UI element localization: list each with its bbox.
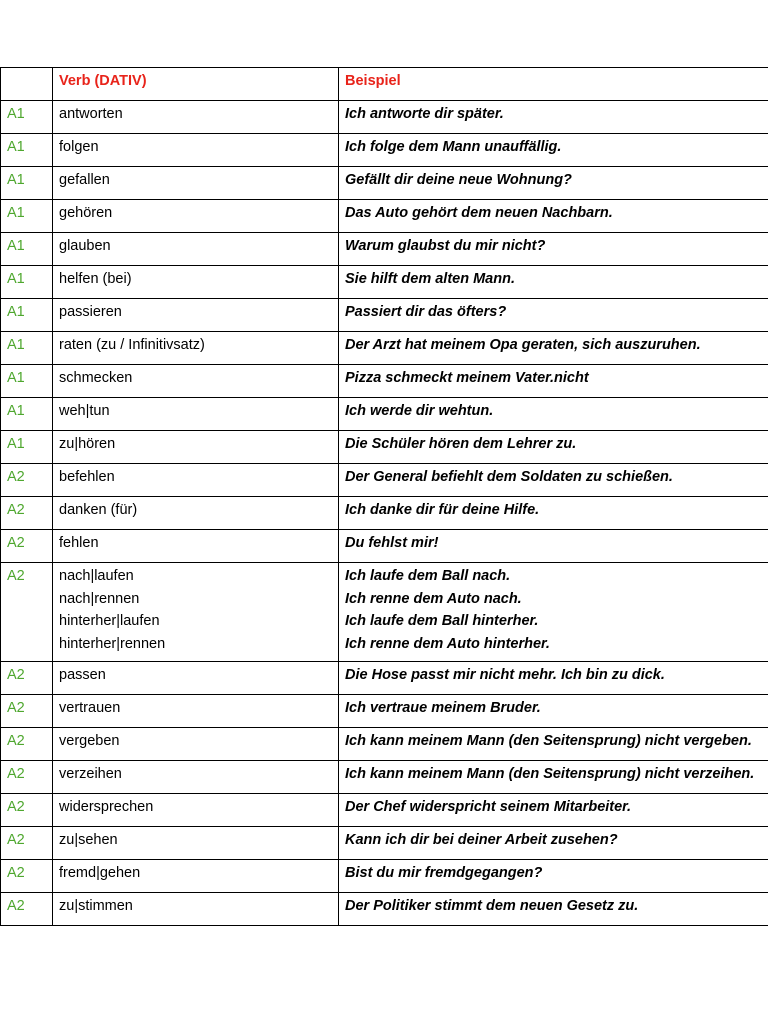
verb-text: zu|sehen [59,832,118,848]
level-cell: A1 [1,431,53,464]
example-cell [339,530,768,563]
level-cell: A2 [1,464,53,497]
level-cell: A2 [1,695,53,728]
example-cell [339,134,768,167]
verb-text: gefallen [59,172,110,188]
verb-text: weh|tun [59,403,110,419]
verb-text: fehlen [59,535,99,551]
verb-cell [53,827,339,860]
level-cell: A1 [1,266,53,299]
verb-text: antworten [59,106,123,122]
level-cell: A2 [1,563,53,662]
table-header-row [1,68,768,101]
example-cell [339,200,768,233]
verb-text: nach|rennen [59,590,140,607]
example-sentence: Ich kann meinem Mann (den Seitensprung) nicht verzeihen. [345,766,755,782]
level-cell: A1 [1,332,53,365]
table-row [1,794,768,827]
example-sentence: Die Hose passt mir nicht mehr. Ich bin zu dick. [345,667,665,683]
verb-table [0,67,768,926]
example-sentence: Ich antworte dir später. [345,106,504,122]
table-row [1,530,768,563]
table-row [1,662,768,695]
example-sentence: Pizza schmeckt meinem Vater.nicht [345,370,589,386]
example-sentence: Ich laufe dem Ball hinterher. [345,613,539,629]
example-cell [339,299,768,332]
verb-cell [53,695,339,728]
level-cell: A1 [1,233,53,266]
level-cell: A1 [1,299,53,332]
table-row [1,728,768,761]
level-cell: A1 [1,200,53,233]
example-sentence: Ich vertraue meinem Bruder. [345,700,541,716]
table-row [1,233,768,266]
example-cell [339,398,768,431]
table-row [1,860,768,893]
level-cell: A2 [1,893,53,926]
verb-text: vergeben [59,733,120,749]
verb-text: hinterher|laufen [59,613,160,629]
example-cell [339,101,768,134]
verb-cell [53,794,339,827]
example-sentence: Du fehlst mir! [345,535,439,551]
example-sentence: Ich werde dir wehtun. [345,403,494,419]
verb-text: zu|stimmen [59,898,133,914]
verb-text: raten (zu / Infinitivsatz) [59,337,205,353]
example-cell [339,662,768,695]
level-cell: A1 [1,101,53,134]
level-cell: A2 [1,794,53,827]
example-sentence: Warum glaubst du mir nicht? [345,238,546,254]
verb-cell [53,530,339,563]
verb-text: hinterher|rennen [59,635,166,652]
verb-text: passieren [59,304,122,320]
verb-cell [53,563,339,662]
table-row [1,332,768,365]
table-row [1,134,768,167]
table-row [1,167,768,200]
example-cell [339,233,768,266]
level-cell: A2 [1,497,53,530]
table-row [1,365,768,398]
verb-text: widersprechen [59,799,154,815]
verb-table-body [1,68,768,926]
example-cell [339,728,768,761]
table-row [1,827,768,860]
example-sentence: Sie hilft dem alten Mann. [345,271,515,287]
example-sentence: Ich renne dem Auto nach. [345,590,522,607]
verb-cell [53,200,339,233]
header-example-cell: Beispiel [339,68,768,101]
verb-text: nach|laufen [59,568,134,584]
table-row [1,299,768,332]
verb-cell [53,299,339,332]
example-sentence: Passiert dir das öfters? [345,304,507,320]
level-cell: A2 [1,662,53,695]
verb-cell [53,167,339,200]
example-sentence: Der General befiehlt dem Soldaten zu schießen. [345,469,673,485]
verb-cell [53,332,339,365]
table-row [1,761,768,794]
verb-cell [53,134,339,167]
level-cell: A2 [1,530,53,563]
table-row [1,893,768,926]
verb-text: gehören [59,205,113,221]
level-cell: A2 [1,728,53,761]
level-cell: A1 [1,134,53,167]
example-cell [339,794,768,827]
verb-cell [53,365,339,398]
example-sentence: Ich folge dem Mann unauffällig. [345,139,562,155]
example-cell [339,497,768,530]
table-row [1,563,768,662]
header-verb-cell: Verb (DATIV) [53,68,339,101]
verb-cell [53,464,339,497]
table-row [1,695,768,728]
level-cell: A1 [1,398,53,431]
table-row [1,266,768,299]
example-sentence: Der Arzt hat meinem Opa geraten, sich auszuruhen. [345,337,701,353]
example-sentence: Ich danke dir für deine Hilfe. [345,502,540,518]
example-cell [339,365,768,398]
verb-cell [53,398,339,431]
example-sentence: Die Schüler hören dem Lehrer zu. [345,436,577,452]
verb-text: schmecken [59,370,133,386]
verb-text: folgen [59,139,99,155]
verb-text: glauben [59,238,111,254]
verb-cell [53,233,339,266]
verb-text: vertrauen [59,700,121,716]
table-row [1,398,768,431]
example-cell [339,563,768,662]
example-cell [339,695,768,728]
verb-text: helfen (bei) [59,271,132,287]
example-sentence: Ich kann meinem Mann (den Seitensprung) nicht vergeben. [345,733,752,749]
example-cell [339,167,768,200]
verb-text: fremd|gehen [59,865,141,881]
verb-text: zu|hören [59,436,116,452]
table-row [1,464,768,497]
level-cell: A1 [1,167,53,200]
table-row [1,101,768,134]
example-sentence: Das Auto gehört dem neuen Nachbarn. [345,205,613,221]
verb-cell [53,893,339,926]
header-level-cell [1,68,53,101]
level-cell: A2 [1,827,53,860]
table-row [1,200,768,233]
verb-cell [53,266,339,299]
example-cell [339,761,768,794]
example-cell [339,827,768,860]
verb-cell [53,728,339,761]
example-cell [339,860,768,893]
example-cell [339,266,768,299]
example-cell [339,893,768,926]
verb-cell [53,431,339,464]
verb-text: danken (für) [59,502,138,518]
table-row [1,497,768,530]
example-cell [339,332,768,365]
verb-cell [53,860,339,893]
example-sentence: Der Chef widerspricht seinem Mitarbeiter. [345,799,632,815]
example-sentence: Der Politiker stimmt dem neuen Gesetz zu. [345,898,639,914]
example-sentence: Bist du mir fremdgegangen? [345,865,543,881]
table-row [1,431,768,464]
example-sentence: Gefällt dir deine neue Wohnung? [345,172,572,188]
verb-cell [53,662,339,695]
example-sentence: Ich laufe dem Ball nach. [345,568,511,584]
verb-cell [53,497,339,530]
example-sentence: Kann ich dir bei deiner Arbeit zusehen? [345,832,618,848]
example-cell [339,464,768,497]
level-cell: A2 [1,761,53,794]
verb-text: befehlen [59,469,115,485]
level-cell: A2 [1,860,53,893]
verb-cell [53,101,339,134]
example-cell [339,431,768,464]
verb-text: verzeihen [59,766,122,782]
example-sentence: Ich renne dem Auto hinterher. [345,635,550,652]
level-cell: A1 [1,365,53,398]
verb-text: passen [59,667,106,683]
verb-cell [53,761,339,794]
